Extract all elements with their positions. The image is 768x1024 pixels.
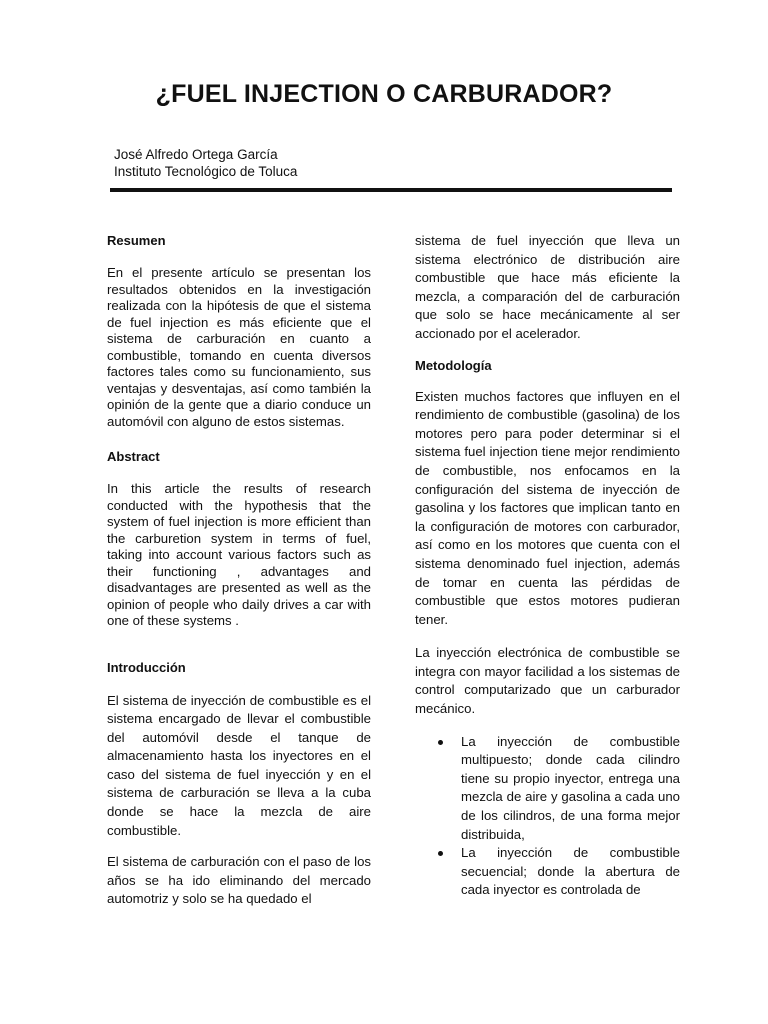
abstract-heading: Abstract — [107, 449, 160, 464]
introduccion-heading: Introducción — [107, 659, 186, 675]
right-column — [415, 232, 680, 900]
bullet-text: La inyección de combustible secuencial; donde la abertura de cada inyector es controlada de — [461, 845, 680, 898]
author-institution: Instituto Tecnológico de Toluca — [114, 164, 298, 179]
resumen-heading: Resumen — [107, 233, 166, 248]
bullet-icon — [438, 851, 443, 856]
resumen-text: En el presente artículo se presentan los resultados obtenidos en la investigación realizada con la hipótesis de que el sistema de fuel injection es más eficiente que el sistema de carburación en cuanto a combustible, tomando en cuenta diversos factores tales como su funcionamiento, sus ventajas y desventajas, así como también la opinión de la gente que a diario conduce un automóvil con alguno de estos sistemas. — [107, 265, 371, 429]
list-item — [415, 844, 680, 900]
author-block — [114, 146, 297, 180]
introduccion-paragraph-2: El sistema de carburación con el paso de los años se ha ido eliminando del mercado automotriz y solo se ha quedado el — [107, 854, 371, 907]
bullet-text: La inyección de combustible multipuesto; donde cada cilindro tiene su propio inyector, entrega una mezcla de aire y gasolina a cada uno de los cilindros, de una forma mejor distribuida, — [461, 733, 680, 842]
metodologia-heading: Metodología — [415, 357, 492, 373]
title-divider — [110, 188, 672, 192]
metodologia-paragraph-1: Existen muchos factores que influyen en el rendimiento de combustible (gasolina) de los motores pero para poder determinar si el sistema fuel injection tiene mejor rendimiento de combustible, nos enfocamos en la configuración del sistema de inyección de gasolina y los factores que implican tanto en la configuración de motores con carburador, así como en los motores que cuenta con el sistema denominado fuel injection, además de tomar en cuenta las pérdidas de combustible que estos motores pudieran tener. — [415, 388, 680, 627]
introduccion-paragraph-1: El sistema de inyección de combustible es el sistema encargado de llevar el combustible del automóvil desde el tanque de almacenamiento hasta los inyectores en el caso del sistema de fuel inyección y en el sistema de carburación se lleva a la cuba donde se hace la mezcla de aire combustible. — [107, 692, 371, 838]
bullet-icon — [438, 740, 443, 745]
metodologia-bullet-list — [415, 733, 680, 900]
abstract-text: In this article the results of research conducted with the hypothesis that the system of fuel injection is more efficient than the carburetion system in terms of fuel, taking into account various factors such as their functioning , advantages and disadvantages are presented as well as the opinion of people who daily drives a car with one of these systems . — [107, 481, 371, 628]
metodologia-paragraph-2: La inyección electrónica de combustible se integra con mayor facilidad a los sistemas de control computarizado que un carburador mecánico. — [415, 645, 680, 717]
author-name: José Alfredo Ortega García — [114, 147, 278, 162]
left-column — [107, 232, 371, 909]
introduccion-continuation: sistema de fuel inyección que lleva un sistema electrónico de distribución aire combustible que hace más eficiente la mezcla, a comparación del de carburación que solo se hace mecánicamente al ser accionado por el acelerador. — [415, 233, 680, 341]
page-title: ¿FUEL INJECTION O CARBURADOR? — [155, 80, 613, 108]
list-item — [415, 733, 680, 845]
